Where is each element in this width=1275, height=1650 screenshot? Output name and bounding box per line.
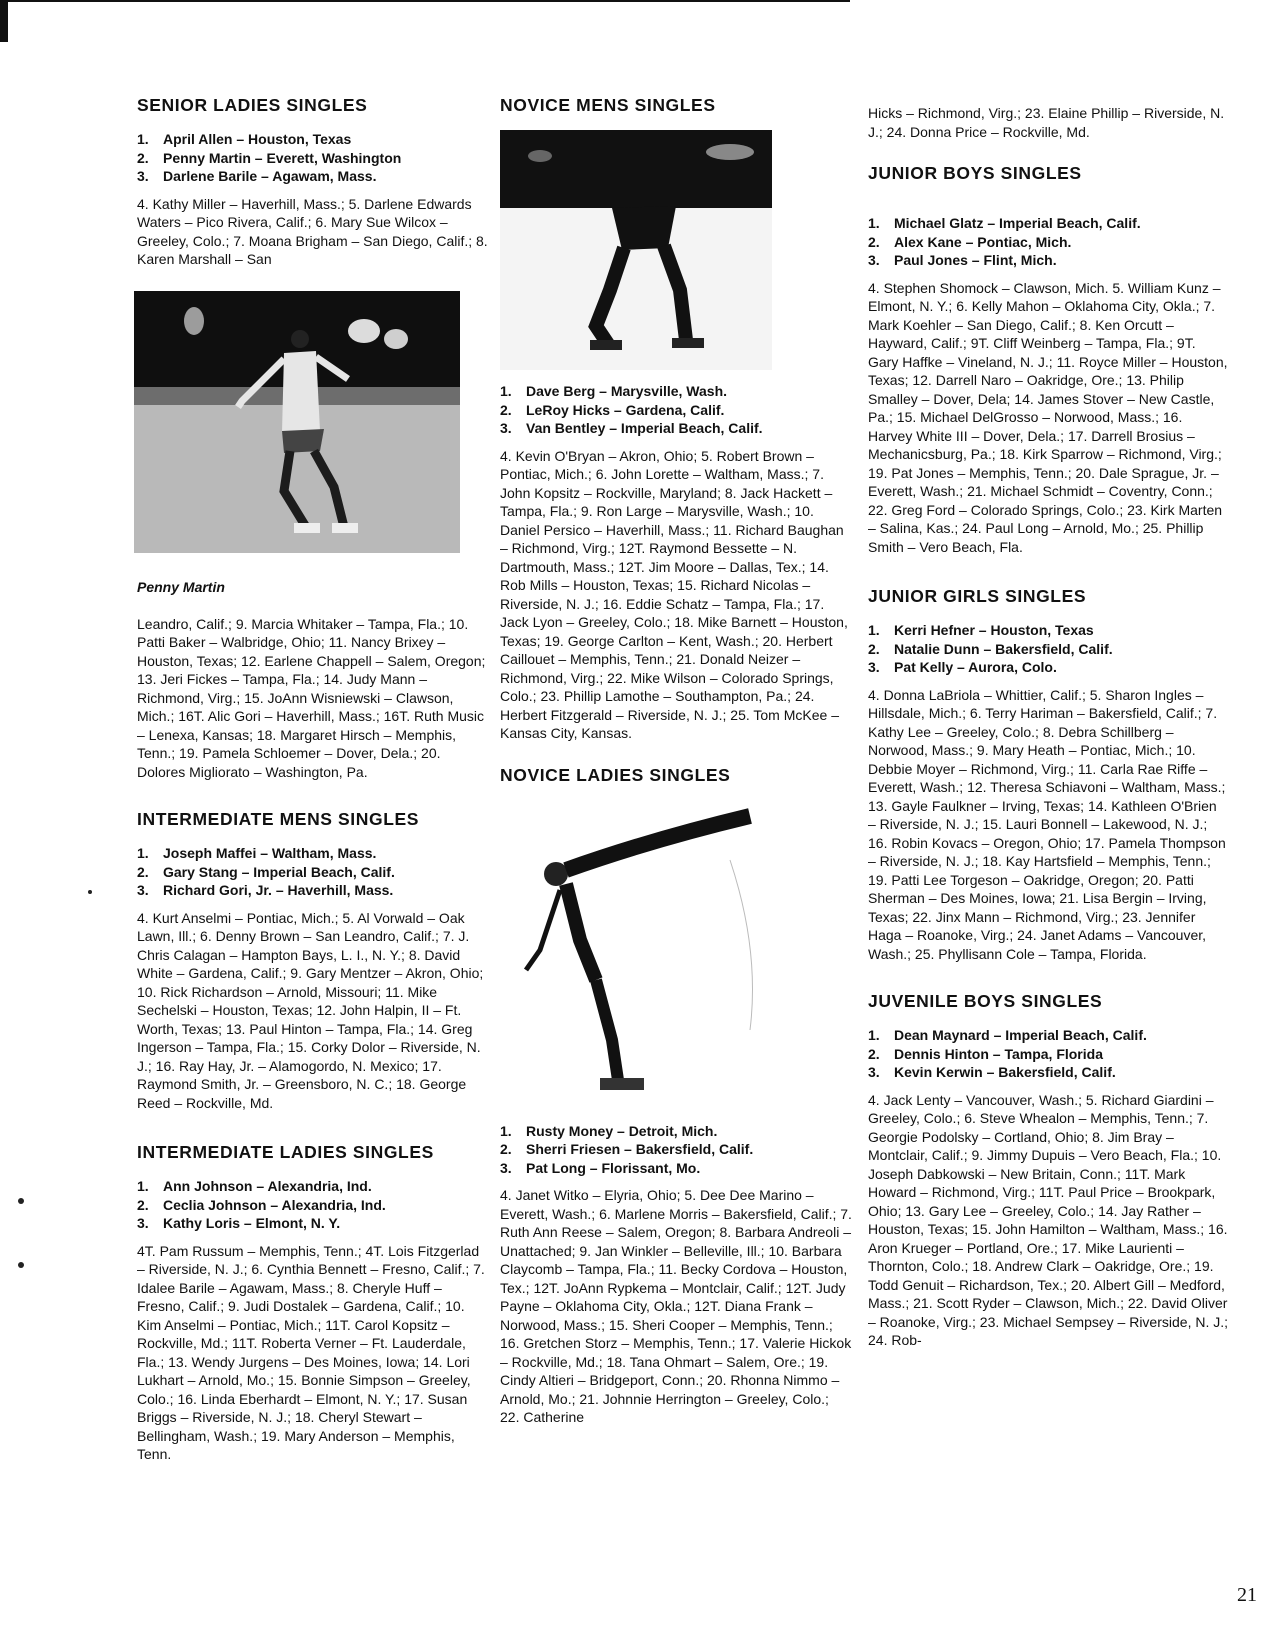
- skater-photo: [500, 800, 800, 1110]
- section-heading: SENIOR LADIES SINGLES: [137, 95, 368, 115]
- place-item: 3. Pat Kelly – Aurora, Colo.: [868, 659, 1057, 675]
- place-item: 3. Richard Gori, Jr. – Haverhill, Mass.: [137, 882, 394, 898]
- top-places: [868, 621, 1228, 677]
- section-heading: INTERMEDIATE LADIES SINGLES: [137, 1142, 434, 1162]
- section-senior-ladies: [137, 95, 489, 781]
- section-heading: NOVICE MENS SINGLES: [500, 95, 716, 115]
- other-placings: Leandro, Calif.; 9. Marcia Whitaker – Tampa, Fla.; 10. Patti Baker – Walbridge, Ohio; 11. Nancy Brixey – Houston, Texas; 12. Earlene Chappell – Salem, Oregon; 13. Jeri Fickes – Tampa, Fla.; 14. Judy Mann – Richmond, Virg.; 15. JoAnn Wisniewski – Clawson, Mich.; 16T. Alic Gori – Haverhill, Mass.; 16T. Ruth Music – Lenexa, Kansas; 18. Margaret Hirsch – Memphis, Tenn.; 19. Pamela Schloemer – Dover, Dela.; 20. Dolores Migliorato – Washington, Pa.: [137, 615, 486, 780]
- place-item: 3. Paul Jones – Flint, Mich.: [868, 252, 1057, 268]
- place-item: 1. Dave Berg – Marysville, Wash.: [500, 383, 728, 399]
- skater-photo: [134, 291, 460, 553]
- place-item: 2. Penny Martin – Everett, Washington: [137, 149, 402, 166]
- place-item: 2. Ceclia Johnson – Alexandria, Ind.: [137, 1196, 386, 1213]
- section-heading: JUNIOR BOYS SINGLES: [868, 163, 1082, 183]
- place-item: 1. Joseph Maffei – Waltham, Mass.: [137, 845, 377, 861]
- section-intermediate-mens: [137, 809, 489, 1112]
- section-junior-girls: [868, 586, 1228, 963]
- place-item: 2. LeRoy Hicks – Gardena, Calif.: [500, 401, 725, 418]
- place-item: 3. Kathy Loris – Elmont, N. Y.: [137, 1215, 341, 1231]
- place-item: 1. Rusty Money – Detroit, Mich.: [500, 1122, 718, 1139]
- top-places: [500, 1122, 852, 1178]
- place-item: 1. Kerri Hefner – Houston, Texas: [868, 622, 1094, 638]
- section-junior-boys: [868, 163, 1228, 556]
- margin-mark: [88, 890, 92, 894]
- column-left: [137, 95, 489, 1464]
- top-places: [137, 1177, 489, 1233]
- place-item: 3. Van Bentley – Imperial Beach, Calif.: [500, 420, 763, 436]
- other-placings: 4. Kurt Anselmi – Pontiac, Mich.; 5. Al Vorwald – Oak Lawn, Ill.; 6. Denny Brown – San Leandro, Calif.; 7. J. Chris Calagan – Hampton Bays, L. I., N. Y.; 8. David White – Gardena, Calif.; 9. Gary Mentzer – Akron, Ohio; 10. Rick Richardson – Arnold, Missouri; 11. Mike Sechelski – Houston, Texas; 12. John Halpin, II – Ft. Worth, Texas; 13. Paul Hinton – Tampa, Fla.; 14. Greg Ingerson – Tampa, Fla.; 15. Corky Dolor – Riverside, N. J.; 16. Ray Hay, Jr. – Alamogordo, N. Mexico; 17. Raymond Smith, Jr. – Greensboro, N. C.; 18. George Reed – Rockville, Md.: [137, 909, 484, 1111]
- section-intermediate-ladies: [137, 1142, 489, 1464]
- place-item: 2. Gary Stang – Imperial Beach, Calif.: [137, 863, 395, 880]
- skater-photo-image: [500, 800, 800, 1110]
- page-number: 21: [1237, 1584, 1257, 1606]
- other-placings: 4. Stephen Shomock – Clawson, Mich. 5. William Kunz – Elmont, N. Y.; 6. Kelly Mahon – Oklahoma City, Okla.; 7. Mark Koehler – San Diego, Calif.; 8. Ken Orcutt – Hayward, Calif.; 9T. Cliff Weinberg – Tampa, Fla.; 9T. Gary Haffke – Vineland, N. J.; 11. Royce Miller – Houston, Texas; 12. Darrell Naro – Oakridge, Ore.; 13. Philip Smalley – Dover, Dela; 14. James Stover – New Castle, Pa.; 15. Michael DelGrosso – Norwood, Mass.; 16. Harvey White III – Dover, Dela.; 17. Darrell Brosius – Mechanicsburg, Pa.; 18. Kirk Sparrow – Richmond, Virg.; 19. Pat Jones – Memphis, Tenn.; 20. Dale Sprague, Jr. – Everett, Wash.; 21. Michael Schmidt – Coventry, Conn.; 22. Greg Ford – Colorado Springs, Colo.; 23. Kirk Marten – Salina, Kas.; 24. Paul Long – Arnold, Mo.; 25. Phillip Smith – Vero Beach, Fla.: [868, 279, 1228, 555]
- place-item: 1. Michael Glatz – Imperial Beach, Calif.: [868, 215, 1141, 231]
- section-juvenile-boys: [868, 991, 1228, 1350]
- place-item: 2. Alex Kane – Pontiac, Mich.: [868, 233, 1072, 250]
- margin-mark: [18, 1198, 24, 1204]
- other-placings: 4. Kevin O'Bryan – Akron, Ohio; 5. Robert Brown – Pontiac, Mich.; 6. John Lorette – Waltham, Mass.; 7. John Kopsitz – Rockville, Maryland; 8. Jack Hackett – Tampa, Fla.; 9. Ron Large – Marysville, Wash.; 10. Daniel Persico – Haverhill, Mass.; 11. Richard Baughan – Richmond, Virg.; 12T. Raymond Bessette – N. Dartmouth, Mass.; 12T. Jim Moore – Dallas, Tex.; 14. Rob Mills – Houston, Texas; 15. Richard Nicolas – Riverside, N. J.; 16. Eddie Schatz – Tampa, Fla.; 17. Jack Lyon – Greeley, Colo.; 18. Mike Barnett – Houston, Texas; 19. George Carlton – Kent, Wash.; 20. Herbert Caillouet – Memphis, Tenn.; 21. Donald Neizer – Richmond, Virg.; 22. Mike Wilson – Colorado Springs, Colo.; 23. Phillip Lamothe – Southampton, Pa.; 24. Herbert Fitzgerald – Riverside, N. J.; 25. Tom McKee – Kansas City, Kansas.: [500, 447, 848, 741]
- place-item: 2. Dennis Hinton – Tampa, Florida: [868, 1045, 1103, 1062]
- section-heading: NOVICE LADIES SINGLES: [500, 764, 731, 785]
- other-placings: 4. Kathy Miller – Haverhill, Mass.; 5. Darlene Edwards Waters – Pico Rivera, Calif.; 6. Mary Sue Wilcox – Greeley, Colo.; 7. Moana Brigham – San Diego, Calif.; 8. Karen Marshall – San: [137, 195, 488, 267]
- top-places: [868, 214, 1228, 270]
- other-placings: 4. Janet Witko – Elyria, Ohio; 5. Dee Dee Marino – Everett, Wash.; 6. Marlene Morris – Bakersfield, Calif.; 7. Ruth Ann Reese – Salem, Oregon; 8. Barbara Andreoli – Unattached; 9. Jan Winkler – Belleville, Ill.; 10. Barbara Claycomb – Tampa, Fla.; 11. Becky Cordova – Houston, Tex.; 12T. JoAnn Rypkema – Montclair, Calif.; 12T. Judy Payne – Oklahoma City, Okla.; 12T. Diana Frank – Norwood, Mass.; 15. Sheri Cooper – Memphis, Tenn.; 16. Gretchen Storz – Memphis, Tenn.; 17. Valerie Hickok – Rockville, Md.; 18. Tana Ohmart – Salem, Ore.; 19. Cindy Altieri – Bridgeport, Conn.; 20. Rhonna Nimmo – Arnold, Mo.; 21. Johnnie Herrington – Greeley, Colo.; 22. Catherine: [500, 1187, 852, 1425]
- top-places: [137, 844, 489, 900]
- other-placings: 4. Donna LaBriola – Whittier, Calif.; 5. Sharon Ingles – Hillsdale, Mich.; 6. Terry Hariman – Bakersfield, Calif.; 7. Kathy Lee – Greeley, Colo.; 8. Debra Schillberg – Norwood, Mass.; 9. Mary Heath – Pontiac, Mich.; 10. Debbie Moyer – Richmond, Virg.; 11. Carla Rae Riffe – Everett, Wash.; 12. Theresa Schiavoni – Waltham, Mass.; 13. Gayle Faulkner – Irving, Texas; 14. Kathleen O'Brien – Riverside, N. J.; 15. Lauri Bonnell – Lakewood, N. J.; 16. Robin Kovacs – Oregon, Ohio; 17. Pamela Thompson – Riverside, N. J.; 18. Kay Hartsfield – Memphis, Tenn.; 19. Patti Lee Torgeson – Oakridge, Oregon; 20. Patti Sherman – Des Moines, Iowa; 21. Lisa Bergin – Irving, Texas; 22. Jinx Mann – Richmond, Virg.; 23. Jennifer Haga – Roanoke, Virg.; 24. Janet Adams – Vancouver, Wash.; 25. Phyllisann Cole – Tampa, Florida.: [868, 686, 1226, 962]
- place-item: 3. Pat Long – Florissant, Mo.: [500, 1159, 701, 1176]
- continued-placings: Hicks – Richmond, Virg.; 23. Elaine Phillip – Riverside, N. J.; 24. Donna Price – Rockville, Md.: [868, 105, 1225, 140]
- skater-photo-image: [500, 130, 772, 370]
- place-item: 1. Ann Johnson – Alexandria, Ind.: [137, 1178, 372, 1194]
- column-right: [868, 104, 1228, 1350]
- place-item: 2. Natalie Dunn – Bakersfield, Calif.: [868, 640, 1113, 657]
- place-item: 2. Sherri Friesen – Bakersfield, Calif.: [500, 1141, 754, 1157]
- skater-photo-image: [134, 291, 460, 553]
- place-item: 1. Dean Maynard – Imperial Beach, Calif.: [868, 1027, 1147, 1043]
- section-heading: JUNIOR GIRLS SINGLES: [868, 586, 1087, 606]
- top-places: [137, 130, 489, 186]
- section-novice-mens: [500, 95, 852, 743]
- place-item: 3. Darlene Barile – Agawam, Mass.: [137, 168, 377, 184]
- photo-caption: Penny Martin: [137, 578, 225, 595]
- margin-mark: [18, 1262, 24, 1268]
- page-corner-border: [0, 0, 850, 42]
- column-middle: [500, 95, 852, 1427]
- section-heading: INTERMEDIATE MENS SINGLES: [137, 809, 420, 829]
- place-item: 3. Kevin Kerwin – Bakersfield, Calif.: [868, 1064, 1116, 1080]
- top-places: [500, 382, 852, 438]
- top-places: [868, 1026, 1228, 1082]
- section-novice-ladies: [500, 765, 852, 1427]
- skater-photo: [500, 130, 772, 370]
- other-placings: 4. Jack Lenty – Vancouver, Wash.; 5. Richard Giardini – Greeley, Colo.; 6. Steve Whealon – Memphis, Tenn.; 7. Georgie Podolsky – Cortland, Ohio; 8. Jim Bray – Montclair, Calif.; 9. Jimmy Dupuis – Vero Beach, Fla.; 10. Joseph Dabkowski – New Britain, Conn.; 11T. Mark Howard – Richmond, Virg.; 11T. Paul Price – Brookpark, Ohio; 13. Gary Lee – Greeley, Colo.; 14. Jay Rather – Houston, Texas; 15. John Hamilton – Waltham, Mass.; 16. Aron Krueger – Portland, Ore.; 17. Mike Laurienti – Thornton, Colo.; 18. Andrew Clark – Oakridge, Ore.; 19. Todd Genuit – Richardson, Tex.; 20. Albert Gill – Medford, Mass.; 21. Scott Ryder – Clawson, Mich.; 22. David Oliver – Roanoke, Virg.; 23. Michael Sempsey – Riverside, N. J.; 24. Rob-: [868, 1091, 1229, 1348]
- other-placings: 4T. Pam Russum – Memphis, Tenn.; 4T. Lois Fitzgerlad – Riverside, N. J.; 6. Cynthia Bennett – Fresno, Calif.; 7. Idalee Barile – Agawam, Mass.; 8. Cheryle Huff – Fresno, Calif.; 9. Judi Dostalek – Gardena, Calif.; 10. Kim Anselmi – Pontiac, Mich.; 11T. Carol Kopsitz – Rockville, Md.; 11T. Roberta Verner – Ft. Lauderdale, Fla.; 13. Wendy Jurgens – Des Moines, Iowa; 14. Lori Lukhart – Arnold, Mo.; 15. Bonnie Simpson – Greeley, Colo.; 16. Linda Eberhardt – Elmont, N. Y.; 17. Susan Briggs – Riverside, N. J.; 18. Cheryl Stewart – Bellingham, Wash.; 19. Mary Anderson – Memphis, Tenn.: [137, 1242, 485, 1462]
- section-heading: JUVENILE BOYS SINGLES: [868, 991, 1103, 1011]
- place-item: 1. April Allen – Houston, Texas: [137, 131, 352, 147]
